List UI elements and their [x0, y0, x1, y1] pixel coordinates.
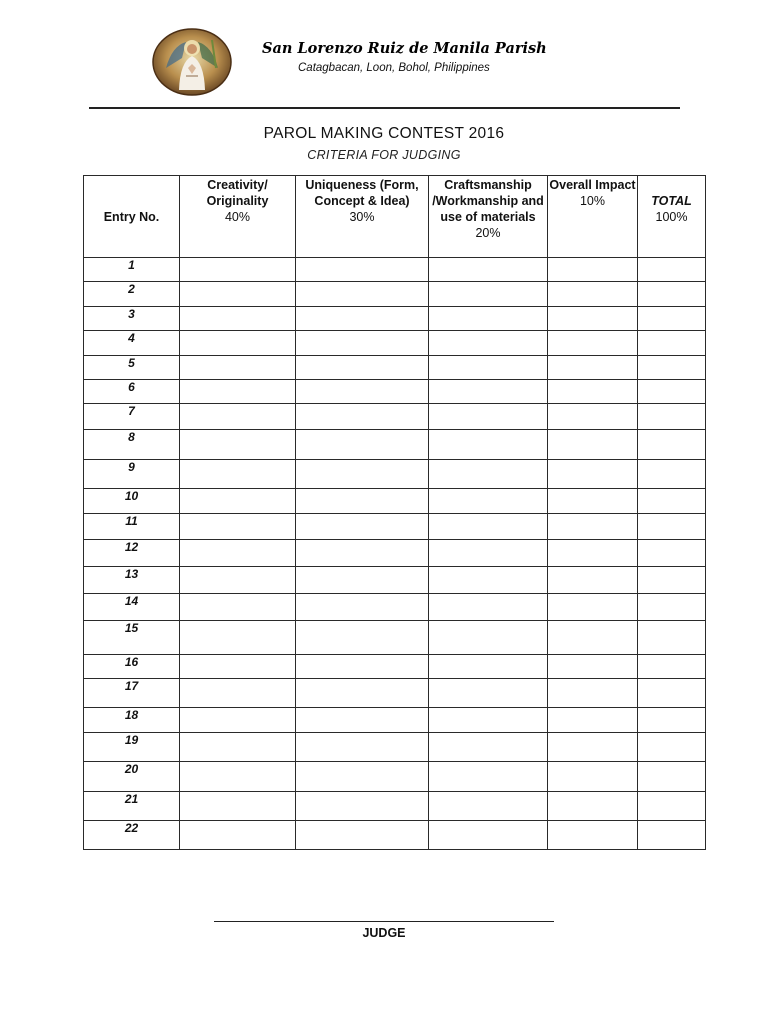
score-cell — [296, 708, 429, 733]
signature-label: JUDGE — [362, 926, 406, 940]
column-header-uniqueness — [296, 176, 429, 258]
score-cell — [296, 761, 429, 791]
entry-number: 22 — [84, 820, 180, 849]
entry-number: 21 — [84, 791, 180, 820]
score-cell — [180, 459, 296, 488]
score-cell — [180, 380, 296, 404]
entry-number: 19 — [84, 733, 180, 761]
score-cell — [296, 307, 429, 331]
parish-name: San Lorenzo Ruiz de Manila Parish — [262, 40, 547, 57]
score-cell — [429, 488, 548, 513]
entry-number: 12 — [84, 539, 180, 566]
score-cell — [548, 282, 638, 307]
score-cell — [180, 655, 296, 679]
column-header-label: Entry No. — [103, 210, 160, 224]
score-cell — [429, 307, 548, 331]
table-row — [84, 513, 706, 539]
score-cell — [180, 733, 296, 761]
score-cell — [296, 791, 429, 820]
score-cell — [638, 513, 706, 539]
score-cell — [180, 429, 296, 459]
score-cell — [548, 679, 638, 708]
score-cell — [296, 331, 429, 356]
score-cell — [429, 791, 548, 820]
score-cell — [180, 539, 296, 566]
column-header-craftsmanship — [429, 176, 548, 258]
score-cell — [638, 791, 706, 820]
score-cell — [638, 594, 706, 621]
parish-address: Catagbacan, Loon, Bohol, Philippines — [298, 62, 490, 74]
score-cell — [180, 708, 296, 733]
score-cell — [548, 733, 638, 761]
entry-number: 5 — [84, 356, 180, 380]
score-cell — [548, 539, 638, 566]
score-cell — [429, 459, 548, 488]
table-row — [84, 733, 706, 761]
table-row — [84, 307, 706, 331]
score-cell — [548, 488, 638, 513]
table-row — [84, 488, 706, 513]
score-cell — [296, 679, 429, 708]
score-cell — [638, 429, 706, 459]
score-cell — [429, 566, 548, 593]
score-cell — [548, 404, 638, 429]
signature-line — [214, 921, 554, 922]
score-cell — [548, 791, 638, 820]
score-cell — [638, 459, 706, 488]
page-title: PAROL MAKING CONTEST 2016 — [263, 125, 505, 142]
score-cell — [548, 307, 638, 331]
entry-number: 4 — [84, 331, 180, 356]
score-cell — [296, 356, 429, 380]
score-cell — [548, 429, 638, 459]
score-cell — [429, 708, 548, 733]
score-cell — [296, 258, 429, 282]
entry-number: 11 — [84, 513, 180, 539]
score-cell — [180, 488, 296, 513]
score-cell — [638, 356, 706, 380]
column-header-label: Creativity/ Originality — [206, 178, 269, 208]
entry-number: 17 — [84, 679, 180, 708]
score-cell — [296, 539, 429, 566]
score-cell — [180, 761, 296, 791]
score-cell — [429, 513, 548, 539]
score-cell — [296, 488, 429, 513]
table-row — [84, 761, 706, 791]
score-cell — [548, 761, 638, 791]
score-cell — [296, 282, 429, 307]
score-cell — [296, 404, 429, 429]
score-cell — [429, 594, 548, 621]
score-cell — [180, 513, 296, 539]
score-cell — [638, 655, 706, 679]
score-cell — [548, 258, 638, 282]
table-row — [84, 258, 706, 282]
score-cell — [638, 404, 706, 429]
score-cell — [548, 655, 638, 679]
score-cell — [548, 820, 638, 849]
column-header-percent: 30% — [349, 210, 375, 224]
score-cell — [548, 513, 638, 539]
table-row — [84, 791, 706, 820]
table-row — [84, 459, 706, 488]
header-row — [84, 176, 706, 258]
score-cell — [429, 733, 548, 761]
score-cell — [638, 679, 706, 708]
score-cell — [638, 539, 706, 566]
score-cell — [548, 331, 638, 356]
score-cell — [429, 679, 548, 708]
entry-number: 2 — [84, 282, 180, 307]
score-cell — [429, 820, 548, 849]
score-cell — [296, 820, 429, 849]
entry-number: 18 — [84, 708, 180, 733]
score-cell — [296, 566, 429, 593]
score-cell — [180, 621, 296, 655]
score-cell — [638, 733, 706, 761]
score-cell — [429, 621, 548, 655]
entry-number: 3 — [84, 307, 180, 331]
entry-number: 9 — [84, 459, 180, 488]
entry-number: 15 — [84, 621, 180, 655]
column-header-label: Uniqueness (Form, Concept & Idea) — [305, 178, 419, 208]
score-cell — [296, 429, 429, 459]
judging-table — [83, 175, 706, 850]
table-row — [84, 708, 706, 733]
score-cell — [638, 488, 706, 513]
score-cell — [429, 282, 548, 307]
score-cell — [638, 380, 706, 404]
score-cell — [429, 539, 548, 566]
entry-number: 10 — [84, 488, 180, 513]
entry-number: 1 — [84, 258, 180, 282]
score-cell — [296, 733, 429, 761]
entry-number: 16 — [84, 655, 180, 679]
entry-number: 6 — [84, 380, 180, 404]
header-divider — [89, 107, 680, 109]
table-row — [84, 331, 706, 356]
column-header-percent: 100% — [655, 210, 688, 224]
entry-number: 7 — [84, 404, 180, 429]
score-cell — [296, 621, 429, 655]
score-cell — [296, 380, 429, 404]
table-row — [84, 404, 706, 429]
score-cell — [180, 791, 296, 820]
column-header-percent: 40% — [224, 210, 251, 224]
score-cell — [180, 258, 296, 282]
table-row — [84, 679, 706, 708]
column-header-label: Craftsmanship /Workmanship and use of materials — [432, 178, 544, 224]
score-cell — [638, 307, 706, 331]
score-cell — [638, 761, 706, 791]
column-header-entry-no — [84, 176, 180, 258]
score-cell — [638, 258, 706, 282]
score-cell — [548, 380, 638, 404]
score-cell — [429, 429, 548, 459]
score-cell — [548, 459, 638, 488]
score-cell — [429, 331, 548, 356]
score-cell — [429, 380, 548, 404]
table-row — [84, 566, 706, 593]
table-row — [84, 282, 706, 307]
entry-number: 20 — [84, 761, 180, 791]
column-header-percent: 10% — [579, 194, 606, 208]
page-subtitle: CRITERIA FOR JUDGING — [307, 148, 461, 162]
parish-logo — [152, 28, 232, 96]
column-header-label: Overall Impact — [549, 178, 636, 192]
entry-number: 13 — [84, 566, 180, 593]
score-cell — [638, 566, 706, 593]
score-cell — [638, 282, 706, 307]
score-cell — [180, 820, 296, 849]
score-cell — [180, 404, 296, 429]
score-cell — [429, 761, 548, 791]
score-cell — [429, 404, 548, 429]
column-header-overall-impact — [548, 176, 638, 258]
score-cell — [638, 820, 706, 849]
score-cell — [180, 282, 296, 307]
entry-number: 8 — [84, 429, 180, 459]
table-row — [84, 594, 706, 621]
table-row — [84, 380, 706, 404]
entry-number: 14 — [84, 594, 180, 621]
score-cell — [429, 258, 548, 282]
score-cell — [296, 459, 429, 488]
score-cell — [548, 356, 638, 380]
score-cell — [180, 307, 296, 331]
score-cell — [429, 655, 548, 679]
table-row — [84, 621, 706, 655]
score-cell — [548, 566, 638, 593]
score-cell — [180, 594, 296, 621]
score-cell — [638, 621, 706, 655]
score-cell — [638, 708, 706, 733]
score-cell — [180, 331, 296, 356]
score-cell — [180, 679, 296, 708]
score-cell — [429, 356, 548, 380]
score-cell — [296, 655, 429, 679]
table-row — [84, 356, 706, 380]
score-cell — [548, 621, 638, 655]
column-header-percent: 20% — [475, 226, 501, 240]
score-cell — [180, 566, 296, 593]
score-cell — [296, 594, 429, 621]
score-cell — [296, 513, 429, 539]
column-header-label: TOTAL — [651, 194, 692, 208]
column-header-creativity — [180, 176, 296, 258]
table-row — [84, 655, 706, 679]
table-row — [84, 429, 706, 459]
score-cell — [638, 331, 706, 356]
column-header-total — [638, 176, 706, 258]
score-cell — [548, 708, 638, 733]
table-row — [84, 539, 706, 566]
score-cell — [548, 594, 638, 621]
table-row — [84, 820, 706, 849]
score-cell — [180, 356, 296, 380]
